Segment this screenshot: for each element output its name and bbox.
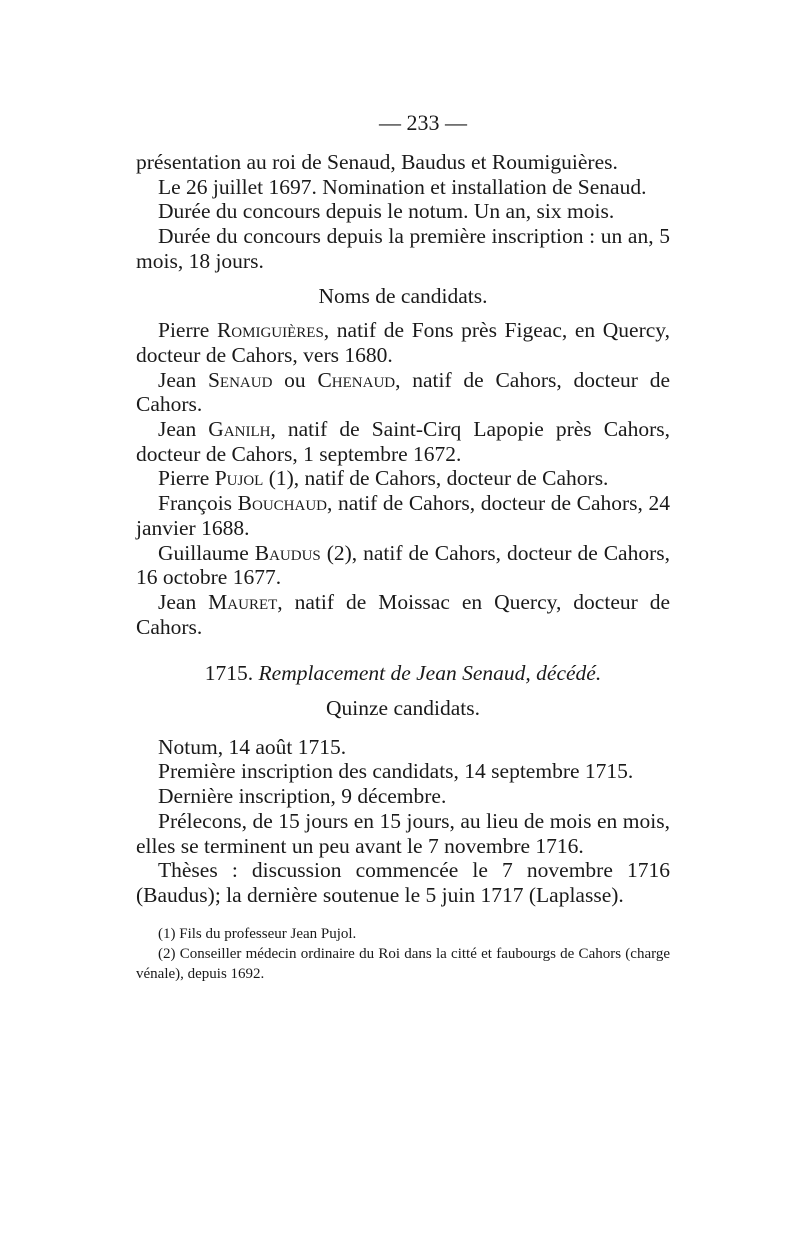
candidate-entry [136,491,670,540]
candidate-name: Ganilh [208,417,271,442]
candidate-name: Mauret [208,589,278,614]
section-heading: Noms de candidats. [318,283,488,308]
paragraph: Thèses : discussion commencée le 7 novembre 1716 (Baudus); la dernière soutenue le 5 juin 1717 (Laplasse). [136,858,670,907]
candidate-prefix: Pierre [158,318,217,343]
candidate-prefix: Jean [158,417,209,442]
candidate-name: Pujol [214,466,264,491]
paragraph: Première inscription des candidats, 14 septembre 1715. [158,759,634,784]
candidate-name: Bouchaud [237,491,327,516]
candidate-prefix: Jean [158,589,209,614]
heading-year: 1715. [204,661,259,686]
candidate-entry [136,318,670,367]
candidate-details: , natif de Saint-Cirq Lapopie près Cahors, docteur de Cahors, 1 septembre 1672. [136,417,670,466]
page-number: — 233 — [379,110,467,135]
main-text [136,150,670,908]
candidate-entry [136,541,670,590]
candidate-name: Romiguières [216,318,324,343]
paragraph: Prélecons, de 15 jours en 15 jours, au lieu de mois en mois, elles se terminent un peu avant le 7 novembre 1716. [136,808,670,858]
candidate-name: Baudus [254,540,321,565]
paragraph: Dernière inscription, 9 décembre. [158,784,447,809]
candidate-prefix: Guillaume [158,540,255,565]
paragraph: Notum, 14 août 1715. [158,734,347,759]
candidate-entry [136,417,670,466]
candidate-details: , natif de Fons près Figeac, en Quercy, docteur de Cahors, vers 1680. [136,318,670,367]
candidate-prefix: François [158,491,238,516]
footnotes [136,924,670,984]
candidate-prefix: Pierre [158,466,215,491]
candidate-alt-name: Chenaud [317,367,396,392]
candidate-details: , natif de Cahors, docteur de Cahors, 24 janvier 1688. [136,491,670,540]
subheading: Quinze candidats. [325,696,481,721]
candidate-entry [136,590,670,639]
candidate-details: (1), natif de Cahors, docteur de Cahors. [263,466,609,491]
candidate-details: , natif de Moissac en Quercy, docteur de Cahors. [136,589,671,639]
document-page [136,110,670,984]
candidate-details: , natif de Cahors, docteur de Cahors. [136,367,671,417]
paragraph: présentation au roi de Senaud, Baudus et Roumiguières. [136,150,618,174]
footnote-1: (1) Fils du professeur Jean Pujol. [158,925,357,942]
candidate-details: (2), natif de Cahors, docteur de Cahors, 16 octobre 1677. [136,540,670,590]
candidate-entry [136,368,670,417]
candidate-connector: ou [272,367,318,392]
candidate-entry [136,466,670,491]
candidate-name: Senaud [207,367,273,392]
heading-title: Remplacement de Jean Senaud, décédé. [258,661,602,686]
paragraph: Durée du concours depuis le notum. Un an, six mois. [158,199,615,224]
paragraph: Le 26 juillet 1697. Nomination et installation de Senaud. [158,174,647,199]
paragraph: Durée du concours depuis la première inscription : un an, 5 mois, 18 jours. [136,224,670,273]
footnote-2: (2) Conseiller médecin ordinaire du Roi dans la citté et faubourgs de Cahors (charge vénale), depuis 1692. [136,945,670,982]
section-heading-1715 [136,661,670,686]
candidate-prefix: Jean [158,367,208,392]
